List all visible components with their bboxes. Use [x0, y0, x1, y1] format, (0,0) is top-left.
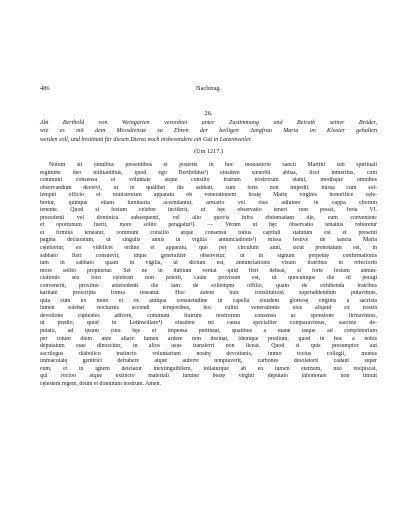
regest-line: Abt Berthold von Weingarten verordnet unter Zustimmung und Beirath seiner Brüder, — [40, 120, 377, 126]
charter-line: quia cum ex more et ex antiqua consuetudine in capella eiusdem gloriosę virginis a sacrista — [40, 297, 377, 304]
charter-line: cęlestem regem, deum et dominum nostrum. Amen. — [40, 380, 161, 387]
charter-line: precedenti vel dominica subsequenti, vel alio quovis infra ebdomadam die, cum convenienс — [40, 214, 377, 221]
charter-line: communi consensu et voluntate atque consilio fratrum nostrorum statui, modisque omnibus — [40, 177, 377, 184]
charter-text — [40, 162, 377, 388]
regest-line: wie es mit dem Messdienste zu Ehren der heiligen Jungfrau Maria im Kloster gehalten — [40, 128, 377, 135]
charter-line: lumen solebat nocturnis accendi temporibus, hoc cultui venerationis eius aliquid ex nostra — [40, 305, 377, 312]
charter-line: devotione cupientes adicere, communi fratrum nostrorum consensu ac sponsione firmavimus, — [40, 312, 377, 319]
charter-line: ut predio, quod in Lotinwillare⁴) eiusdem rei causa specialiter comparavimus, sacriste de- — [40, 320, 377, 327]
charter-line: eum, et in ignem deiciatur inextinguibilem, tollaturque ab eo lumen eternum, nisi resipiscat, — [40, 365, 377, 372]
regest-line: werden soll, und bestimmt für diesen Dienst noch insbesondere ein Gut in Lotzenweiler. — [40, 136, 252, 143]
charter-line: per totum diem ante altare lumen ardere non desinat, idemque predium, quod in hoc a nobis — [40, 335, 377, 342]
charter-line: pagina declaratum, ut singulis annis in vigilia annunciationis³) missa festive de sancta Maria — [40, 237, 377, 244]
charter-line: putato, ad ipsum cura hęc et impensa pertineat, quatinus a mane usque ad completorium — [40, 328, 377, 335]
running-head — [40, 85, 377, 97]
charter-line: regimine deo militantibus, quod ego Bertholdus¹) eiusdem cœnobii abbas, licet inmeritus, cum — [40, 169, 377, 176]
charter-line: bretur, quinque etiam luminaria accendantur, armario vel eius adiutore in cappa chorum — [40, 199, 377, 206]
charter-line: deputatum esse dinoscitur, in alios usus transferri non liceat. Quod si quis presumptor aut — [40, 343, 377, 350]
charter-line: tam in sabbato quam in vigilia, ut dictum est, annunciationis visum fratribus in refectorio — [40, 260, 377, 267]
charter-line: et oportunum fuerit, more solito peragatur²). — Verum ut hęc observatio tenatius roboretur — [40, 222, 377, 229]
page-number: 486 — [40, 85, 50, 92]
running-title: Nachtrag. — [195, 85, 222, 92]
charter-line: karitate prescripta forma teneatur. Hoc autem huic constitutioni superaddendum putavimus, — [40, 290, 377, 297]
document-number: 26. — [204, 110, 213, 117]
charter-line: lempni officio et ministrorum apparatu ob venerationem beatę Marię virginis honorifice cęle- — [40, 192, 377, 199]
regest-summary — [40, 119, 377, 144]
charter-line: tenente. Quod si festum celebre inciderit, ut hęc observatio teneri non possit, feria VI. — [40, 207, 377, 214]
charter-line: ciationis seu loco cęlebrari non poterit, caute provisum est, ut quocumque die id peragi — [40, 275, 377, 282]
charter-line: cęlebretur, eo videlicet ordine et apparatu, quo per circulum anni, sicut prenotatum est, in — [40, 245, 377, 252]
charter-line: sabbato fieri consuevit, idque generaliter observetur, ut in signum perpetuę confirmationis — [40, 252, 377, 259]
charter-line: Notum sit omnibus presentibus et posteris in hoc monasterio sancti Martini sub spirituali — [49, 162, 377, 168]
charter-line: et firmius teneatur, communi consilio atque consensu totius capituli statutum est et presenti — [40, 229, 377, 236]
charter-line: sacrilegus diabolico instincto voluntarium nostrę devotionis, immo tocius collegii, munus — [40, 350, 377, 357]
charter-line: qui recioo atque extincto materiali lumine beatę virgini deputato inhonorare non timuit — [40, 373, 377, 380]
charter-line: observandum decrevi, ut in qualibet die sabbati, cum ferie non impedit, missa cum sol- — [40, 184, 377, 191]
document-date: (Um 1217.) — [194, 148, 223, 155]
charter-line: convenerit, proximo antecedenti die tam de sollempni offitio, quam de exhibenda fratribus — [40, 282, 377, 289]
charter-line: more solito propinetur. Set ne in dubium veniat quid fieri debeat, si forte festum annun- — [40, 267, 377, 274]
charter-line: immaculatę genitrici detrahere atque auferre temptaverit, carbones desolatorii cadant super — [40, 358, 377, 365]
